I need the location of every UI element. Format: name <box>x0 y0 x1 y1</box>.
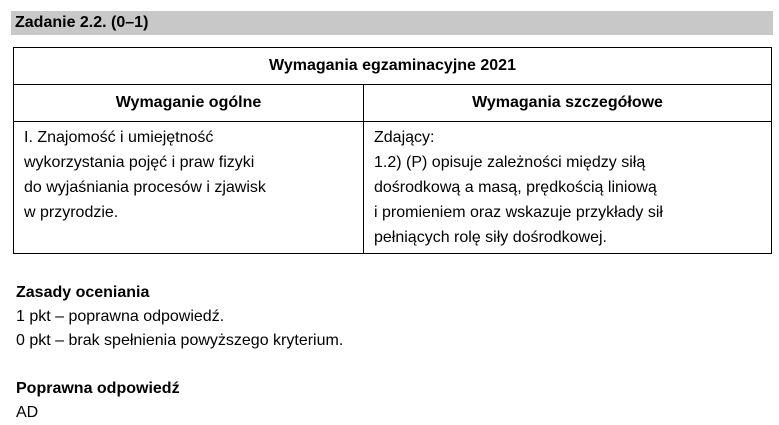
scoring-rule: 1 pkt – poprawna odpowiedź. <box>16 308 225 325</box>
scoring-rule: 0 pkt – brak spełnienia powyższego kryterium. <box>16 332 344 349</box>
general-requirement-line: w przyrodzie. <box>24 204 119 221</box>
general-requirement-line: I. Znajomość i umiejętność <box>24 129 214 146</box>
answer-value: AD <box>16 404 39 421</box>
detailed-requirements-cell <box>364 122 772 254</box>
detailed-requirement-line: Zdający: <box>374 129 435 146</box>
scoring-heading: Zasady oceniania <box>16 284 150 301</box>
task-header-bar <box>11 11 773 35</box>
general-requirement-line: do wyjaśniania procesów i zjawisk <box>24 179 266 196</box>
detailed-requirement-line: pełniących rolę siły dośrodkowej. <box>374 229 607 246</box>
answer-heading: Poprawna odpowiedź <box>16 380 180 397</box>
detailed-requirement-line: i promieniem oraz wskazuje przykłady sił <box>374 204 663 221</box>
requirements-table-title: Wymagania egzaminacyjne 2021 <box>14 48 772 85</box>
column-header-detailed: Wymagania szczegółowe <box>364 85 772 122</box>
detailed-requirement-line: dośrodkową a masą, prędkością liniową <box>374 179 657 196</box>
task-title: Zadanie 2.2. (0–1) <box>15 14 149 31</box>
detailed-requirement-line: 1.2) (P) opisuje zależności między siłą <box>374 154 646 171</box>
column-header-general: Wymaganie ogólne <box>14 85 364 122</box>
general-requirement-line: wykorzystania pojęć i praw fizyki <box>24 154 255 171</box>
requirements-table <box>13 47 772 254</box>
general-requirement-cell <box>14 122 364 254</box>
